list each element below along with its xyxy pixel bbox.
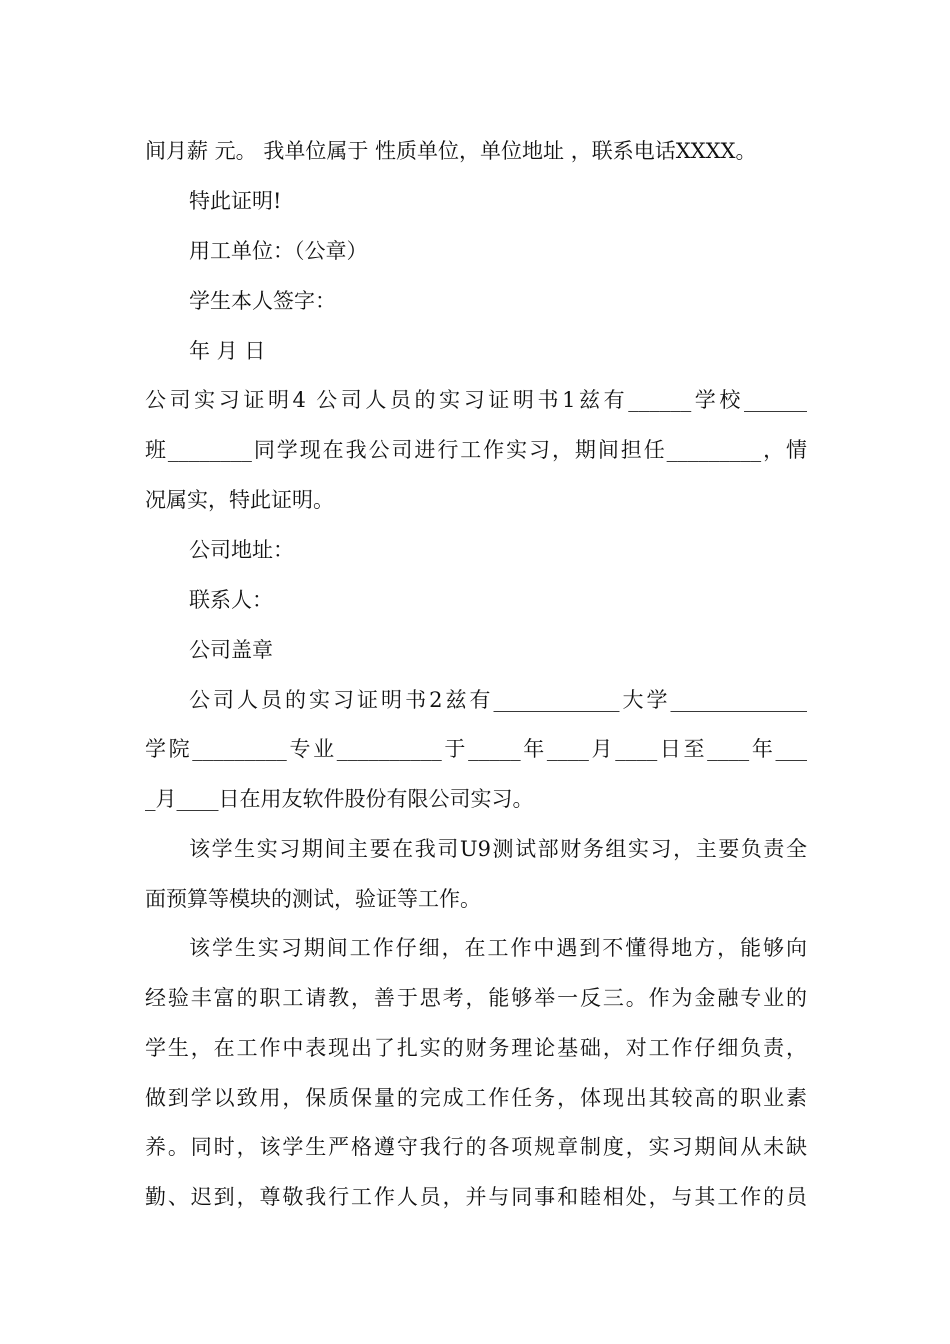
text-line: 公司实习证明4 公司人员的实习证明书1兹有______学校______	[145, 388, 807, 412]
text-line: 学生，在工作中表现出了扎实的财务理论基础，对工作仔细负责，	[145, 1036, 807, 1060]
text-line: 学院_________专业__________于_____年____月____日至____年___	[145, 737, 807, 761]
text-line: 公司盖章	[189, 638, 273, 662]
text-line: 做到学以致用，保质保量的完成工作任务，体现出其较高的职业素	[145, 1086, 807, 1110]
text-line: 间月薪 元。 我单位属于 性质单位，单位地址 ，联系电话XXXX。	[145, 139, 757, 163]
text-line: 公司地址：	[189, 538, 294, 562]
text-line: 公司人员的实习证明书2兹有____________大学_____________	[189, 688, 807, 712]
text-line: 联系人：	[189, 588, 273, 612]
text-line: 用工单位：（公章）	[189, 239, 368, 263]
text-line: 学生本人签字：	[189, 289, 336, 313]
text-line: 面预算等模块的测试，验证等工作。	[145, 887, 481, 911]
text-line: 养。同时，该学生严格遵守我行的各项规章制度，实习期间从未缺	[145, 1135, 807, 1159]
text-line: 勤、迟到，尊敬我行工作人员，并与同事和睦相处，与其工作的员	[145, 1185, 807, 1209]
text-line: 年 月 日	[189, 339, 266, 363]
text-line: 该学生实习期间主要在我司U9测试部财务组实习，主要负责全	[189, 837, 807, 861]
text-line: 特此证明!	[189, 189, 282, 213]
text-line: 该学生实习期间工作仔细，在工作中遇到不懂得地方，能够向	[189, 936, 807, 960]
text-line: 经验丰富的职工请教，善于思考，能够举一反三。作为金融专业的	[145, 986, 807, 1010]
text-line: 况属实，特此证明。	[145, 488, 334, 512]
text-line: _月____日在用友软件股份有限公司实习。	[145, 787, 534, 811]
text-line: 班________同学现在我公司进行工作实习，期间担任_________，情	[145, 438, 807, 462]
